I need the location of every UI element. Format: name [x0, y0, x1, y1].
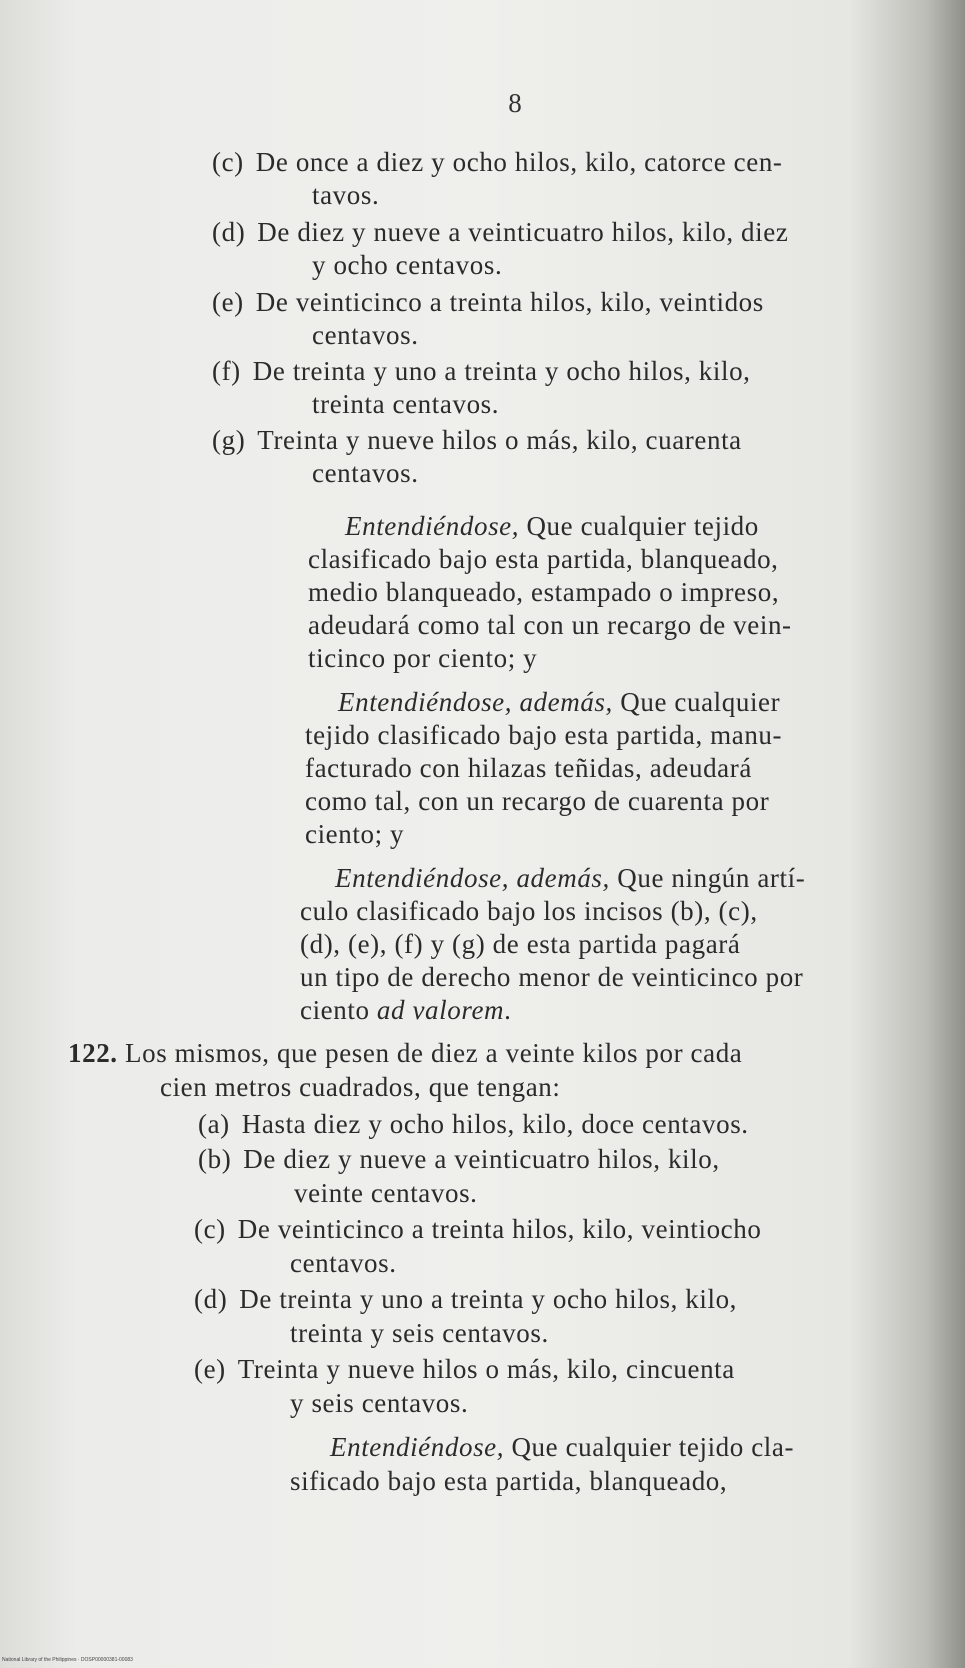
- proviso-text: .: [504, 995, 512, 1025]
- section-number: 122.: [68, 1038, 118, 1068]
- item-121-g-cont: centavos.: [312, 458, 419, 488]
- item-text: De once a diez y ocho hilos, kilo, catorce cen-: [255, 147, 783, 177]
- proviso-3-line: culo clasificado bajo los incisos (b), (c),: [300, 896, 758, 926]
- item-text: De treinta y uno a treinta y ocho hilos, kilo,: [239, 1284, 738, 1314]
- item-text: De treinta y uno a treinta y ocho hilos, kilo,: [252, 356, 751, 386]
- proviso-italic: Entendiéndose,: [345, 511, 520, 541]
- item-121-d-cont: y ocho centavos.: [312, 250, 503, 280]
- proviso-3-line-last: [300, 994, 512, 1026]
- proviso-1: [345, 510, 759, 542]
- section-122-cont: cien metros cuadrados, que tengan:: [160, 1072, 561, 1102]
- proviso-122: [330, 1431, 794, 1463]
- item-122-a: [198, 1108, 749, 1140]
- item-121-g: [212, 424, 742, 456]
- section-text: Los mismos, que pesen de diez a veinte kilos por cada: [117, 1038, 743, 1068]
- item-label: (a): [198, 1109, 230, 1139]
- item-text: Treinta y nueve hilos o más, kilo, cincuenta: [237, 1354, 735, 1384]
- proviso-italic: Entendiéndose, además,: [338, 687, 613, 717]
- item-122-b-cont: veinte centavos.: [294, 1178, 478, 1208]
- proviso-3-line: un tipo de derecho menor de veinticinco por: [300, 962, 804, 992]
- item-text: De veinticinco a treinta hilos, kilo, veintidos: [255, 287, 764, 317]
- proviso-2-line: como tal, con un recargo de cuarenta por: [305, 786, 770, 816]
- proviso-2: [338, 686, 780, 718]
- item-label: (c): [194, 1214, 226, 1244]
- proviso-1-line: ticinco por ciento; y: [308, 643, 538, 673]
- item-121-c: [212, 146, 783, 178]
- item-122-e-cont: y seis centavos.: [290, 1388, 469, 1418]
- item-label: (f): [212, 356, 241, 386]
- item-122-e: [194, 1353, 735, 1385]
- item-text: De diez y nueve a veinticuatro hilos, kilo,: [243, 1144, 720, 1174]
- proviso-text: Que cualquier tejido cla-: [504, 1432, 795, 1462]
- item-121-e: [212, 286, 764, 318]
- item-121-c-cont: tavos.: [312, 180, 380, 210]
- item-text: De veinticinco a treinta hilos, kilo, veintiocho: [237, 1214, 762, 1244]
- proviso-text: Que cualquier tejido: [519, 511, 759, 541]
- proviso-text: Que cualquier: [612, 687, 781, 717]
- proviso-1-line: adeudará como tal con un recargo de vein-: [308, 610, 792, 640]
- proviso-1-line: medio blanqueado, estampado o impreso,: [308, 577, 780, 607]
- item-121-f: [212, 355, 751, 387]
- item-label: (b): [198, 1144, 232, 1174]
- item-text: De diez y nueve a veinticuatro hilos, kilo, diez: [257, 217, 789, 247]
- item-label: (d): [194, 1284, 228, 1314]
- item-121-f-cont: treinta centavos.: [312, 389, 500, 419]
- proviso-122-line: sificado bajo esta partida, blanqueado,: [290, 1466, 728, 1496]
- item-121-d: [212, 216, 788, 248]
- proviso-text: ciento: [300, 995, 377, 1025]
- item-121-e-cont: centavos.: [312, 320, 419, 350]
- proviso-1-line: clasificado bajo esta partida, blanqueado,: [308, 544, 779, 574]
- item-text: Hasta diez y ocho hilos, kilo, doce centavos.: [241, 1109, 749, 1139]
- ad-valorem-italic: ad valorem: [376, 995, 505, 1025]
- proviso-italic: Entendiéndose,: [330, 1432, 505, 1462]
- item-label: (d): [212, 217, 246, 247]
- item-text: Treinta y nueve hilos o más, kilo, cuarenta: [257, 425, 742, 455]
- item-122-d: [194, 1283, 737, 1315]
- item-122-b: [198, 1143, 720, 1175]
- proviso-italic: Entendiéndose, además,: [335, 863, 610, 893]
- proviso-3: [335, 862, 805, 894]
- scan-footer: National Library of the Philippines · DOSP00000381-00083: [2, 1657, 133, 1663]
- section-122-heading: [68, 1037, 742, 1069]
- page-number: 8: [508, 88, 522, 118]
- item-122-c: [194, 1213, 761, 1245]
- item-label: (e): [194, 1354, 226, 1384]
- item-122-d-cont: treinta y seis centavos.: [290, 1318, 549, 1348]
- proviso-2-line: facturado con hilazas teñidas, adeudará: [305, 753, 752, 783]
- item-label: (c): [212, 147, 244, 177]
- item-label: (g): [212, 425, 246, 455]
- proviso-3-line: (d), (e), (f) y (g) de esta partida pagará: [300, 929, 741, 959]
- item-label: (e): [212, 287, 244, 317]
- proviso-2-line: ciento; y: [305, 819, 405, 849]
- item-122-c-cont: centavos.: [290, 1248, 397, 1278]
- proviso-text: Que ningún artí-: [609, 863, 806, 893]
- proviso-2-line: tejido clasificado bajo esta partida, manu-: [305, 720, 783, 750]
